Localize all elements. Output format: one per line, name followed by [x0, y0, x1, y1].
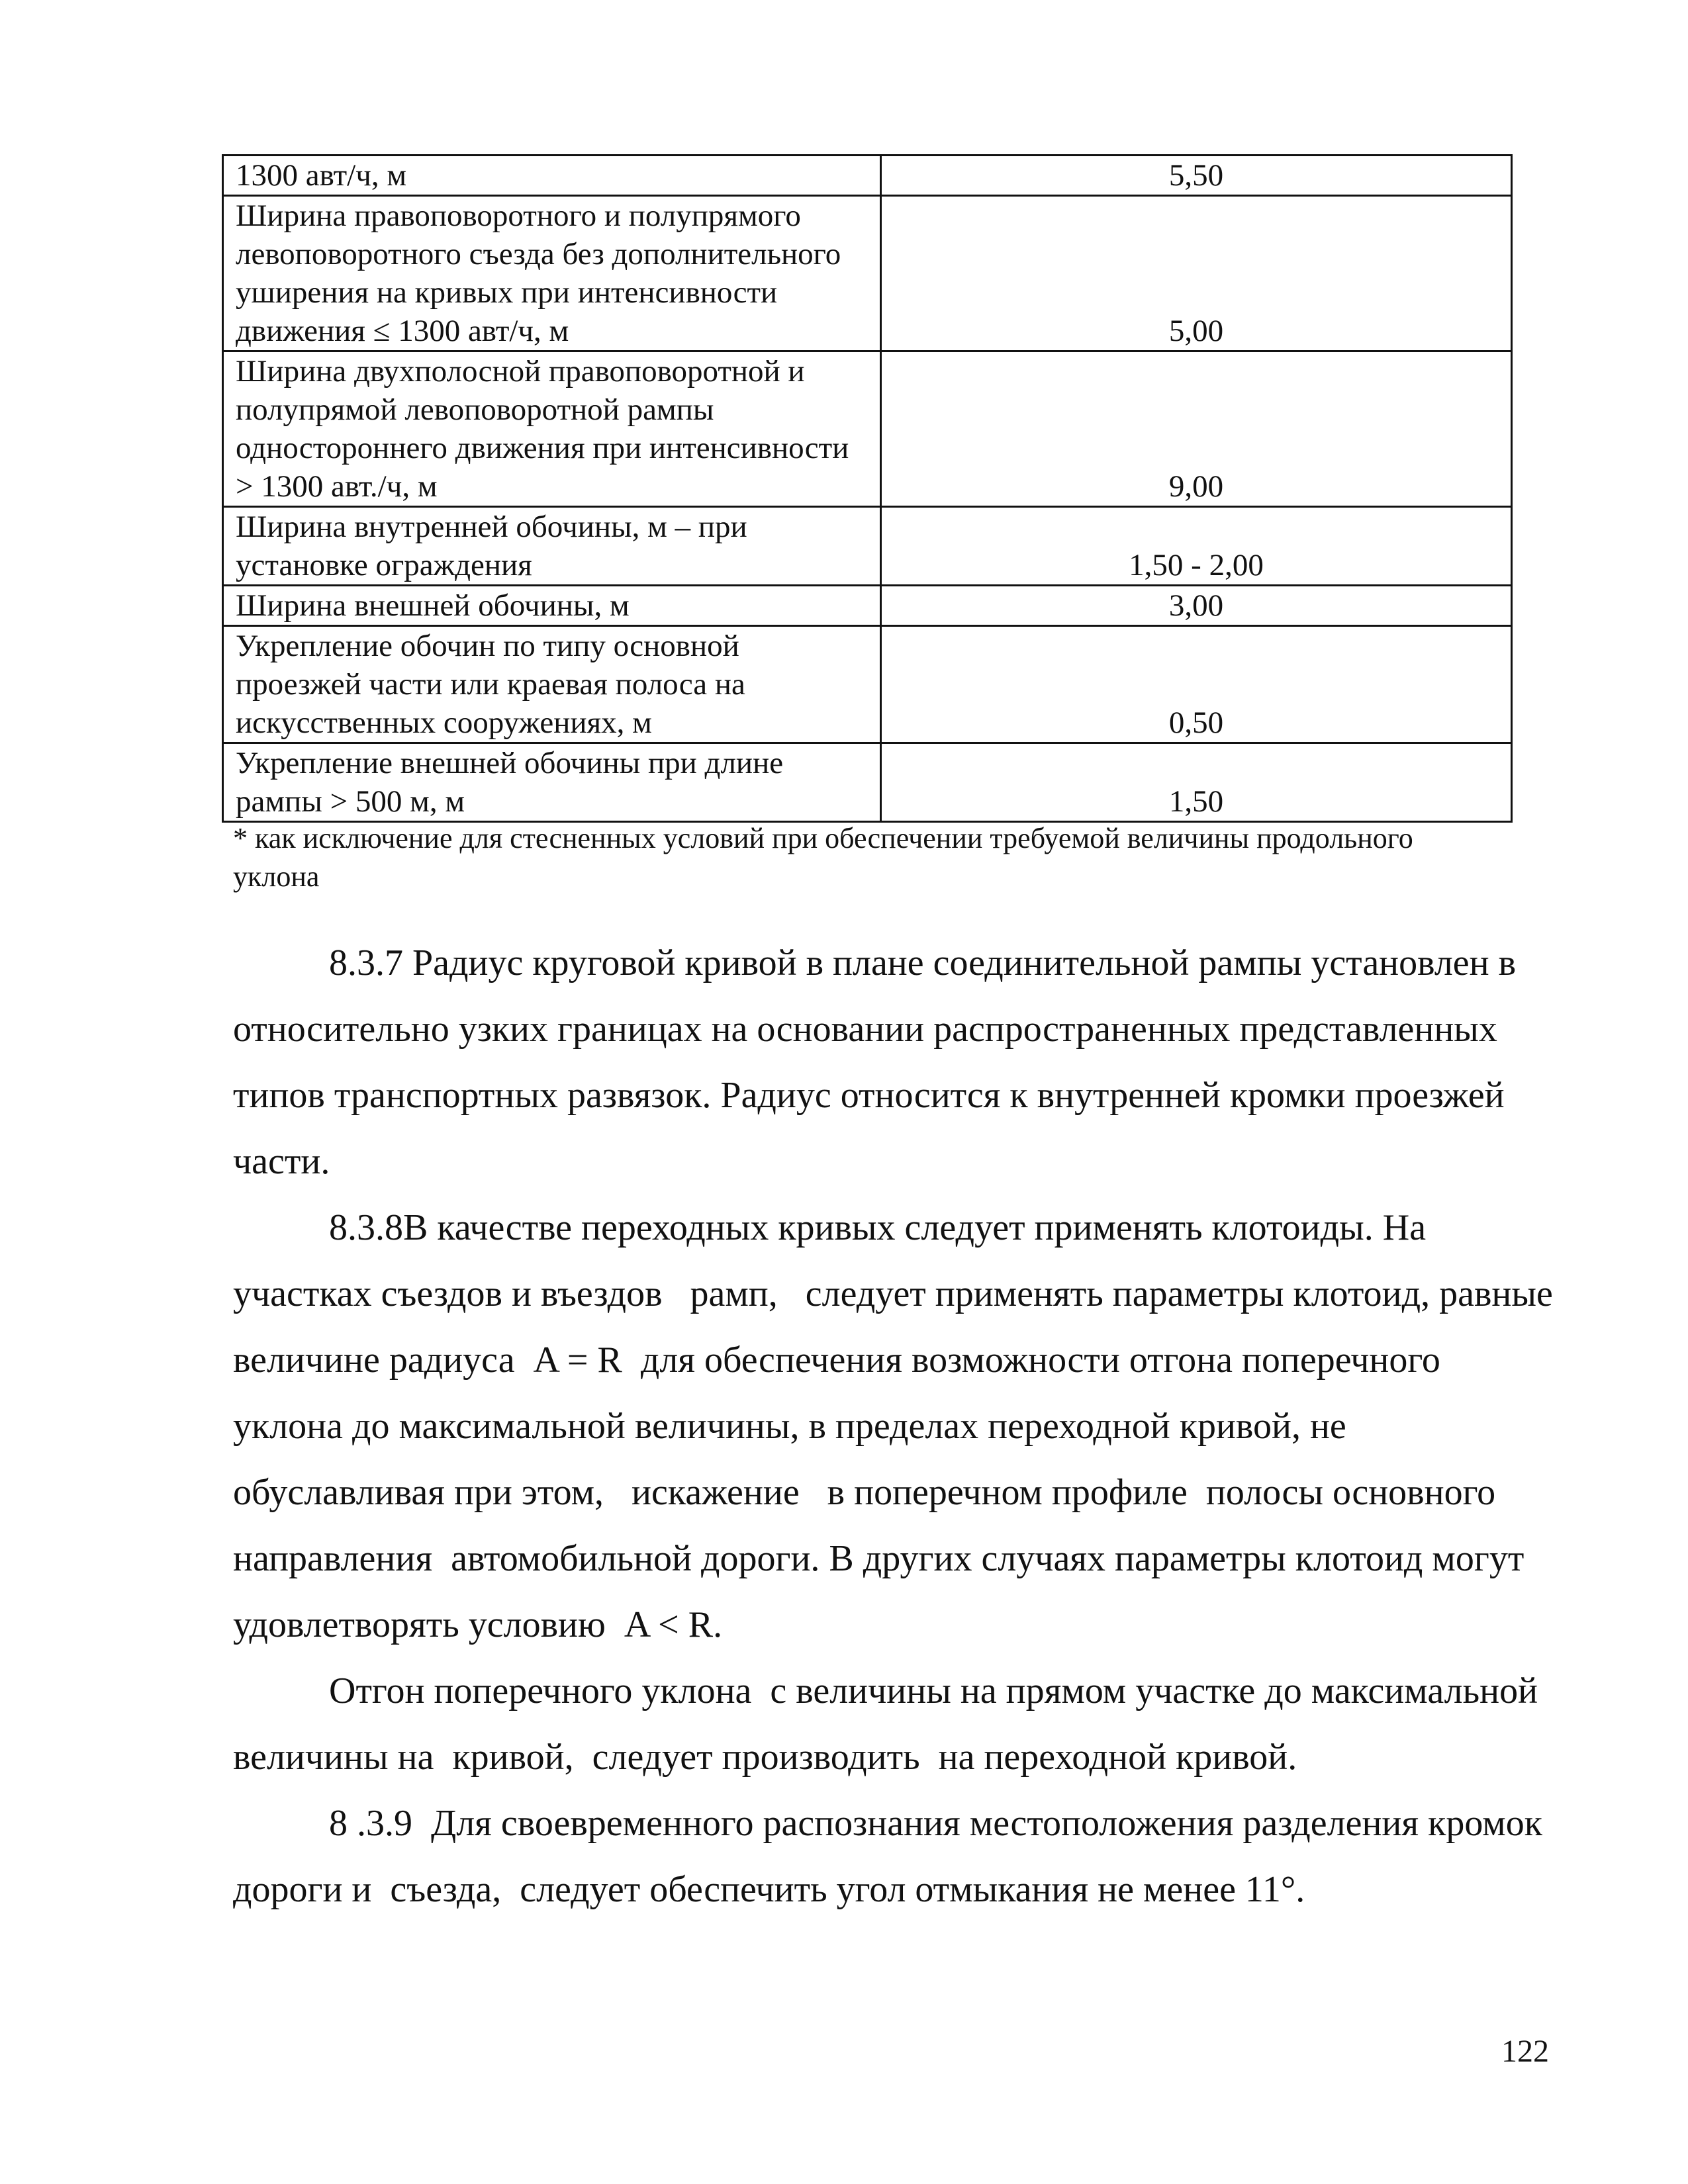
- paragraph-8-3-9: 8 .3.9 Для своевременного распознания местоположения разделения кромок дороги и съезда, следует обеспечить угол отмыкания не менее 11°.: [233, 1803, 1552, 1910]
- table-row: [223, 626, 1512, 743]
- body-text: [233, 930, 1562, 1923]
- table-cell-value: 5,00: [881, 196, 1512, 351]
- paragraph-transition: Отгон поперечного уклона с величины на прямом участке до максимальной величины на кривой, следует производить на переходной кривой.: [233, 1670, 1548, 1778]
- table-cell-value: 9,00: [881, 351, 1512, 507]
- table-row: [223, 351, 1512, 507]
- paragraph-8-3-8: 8.3.8В качестве переходных кривых следует применять клотоиды. На участках съездов и въездов рамп, следует применять параметры клотоид, равные величине радиуса A = R для обеспечения возможности отгона поперечного уклона до максимальной величины, в пределах переходной кривой, не обуславливая при этом, искажение в поперечном профиле полосы основного направления автомобильной дороги. В других случаях параметры клотоид могут удовлетворять условию A < R.: [233, 1207, 1562, 1645]
- table-cell-value: 5,50: [881, 156, 1512, 196]
- table-row: [223, 196, 1512, 351]
- table-cell-value: 3,00: [881, 586, 1512, 626]
- table-row: [223, 743, 1512, 822]
- table-row: [223, 507, 1512, 586]
- table-cell-value: 1,50: [881, 743, 1512, 822]
- table-row: [223, 586, 1512, 626]
- table-cell-parameter: Укрепление обочин по типу основной проезжей части или краевая полоса на искусственных сооружениях, м: [223, 626, 881, 743]
- table-footnote: * как исключение для стесненных условий при обеспечении требуемой величины продольного уклона: [233, 822, 1413, 893]
- table-cell-parameter: Ширина правоповоротного и полупрямого левоповоротного съезда без дополнительного уширения на кривых при интенсивности движения ≤ 1300 авт/ч, м: [223, 196, 881, 351]
- page-number: 122: [1501, 2034, 1549, 2069]
- table-cell-value: 1,50 - 2,00: [881, 507, 1512, 586]
- table-cell-parameter: Укрепление внешней обочины при длине рампы > 500 м, м: [223, 743, 881, 822]
- table-cell-parameter: Ширина внешней обочины, м: [223, 586, 881, 626]
- paragraph-8-3-7: 8.3.7 Радиус круговой кривой в плане соединительной рампы установлен в относительно узких границах на основании распространенных представленных типов транспортных развязок. Радиус относится к внутренней кромки проезжей части.: [233, 942, 1526, 1182]
- table-row: [223, 156, 1512, 196]
- table-cell-parameter: 1300 авт/ч, м: [223, 156, 881, 196]
- parameters-table: [222, 154, 1513, 823]
- table-cell-parameter: Ширина внутренней обочины, м – при установке ограждения: [223, 507, 881, 586]
- table-cell-value: 0,50: [881, 626, 1512, 743]
- table-cell-parameter: Ширина двухполосной правоповоротной и полупрямой левоповоротной рампы одностороннего движения при интенсивности > 1300 авт./ч, м: [223, 351, 881, 507]
